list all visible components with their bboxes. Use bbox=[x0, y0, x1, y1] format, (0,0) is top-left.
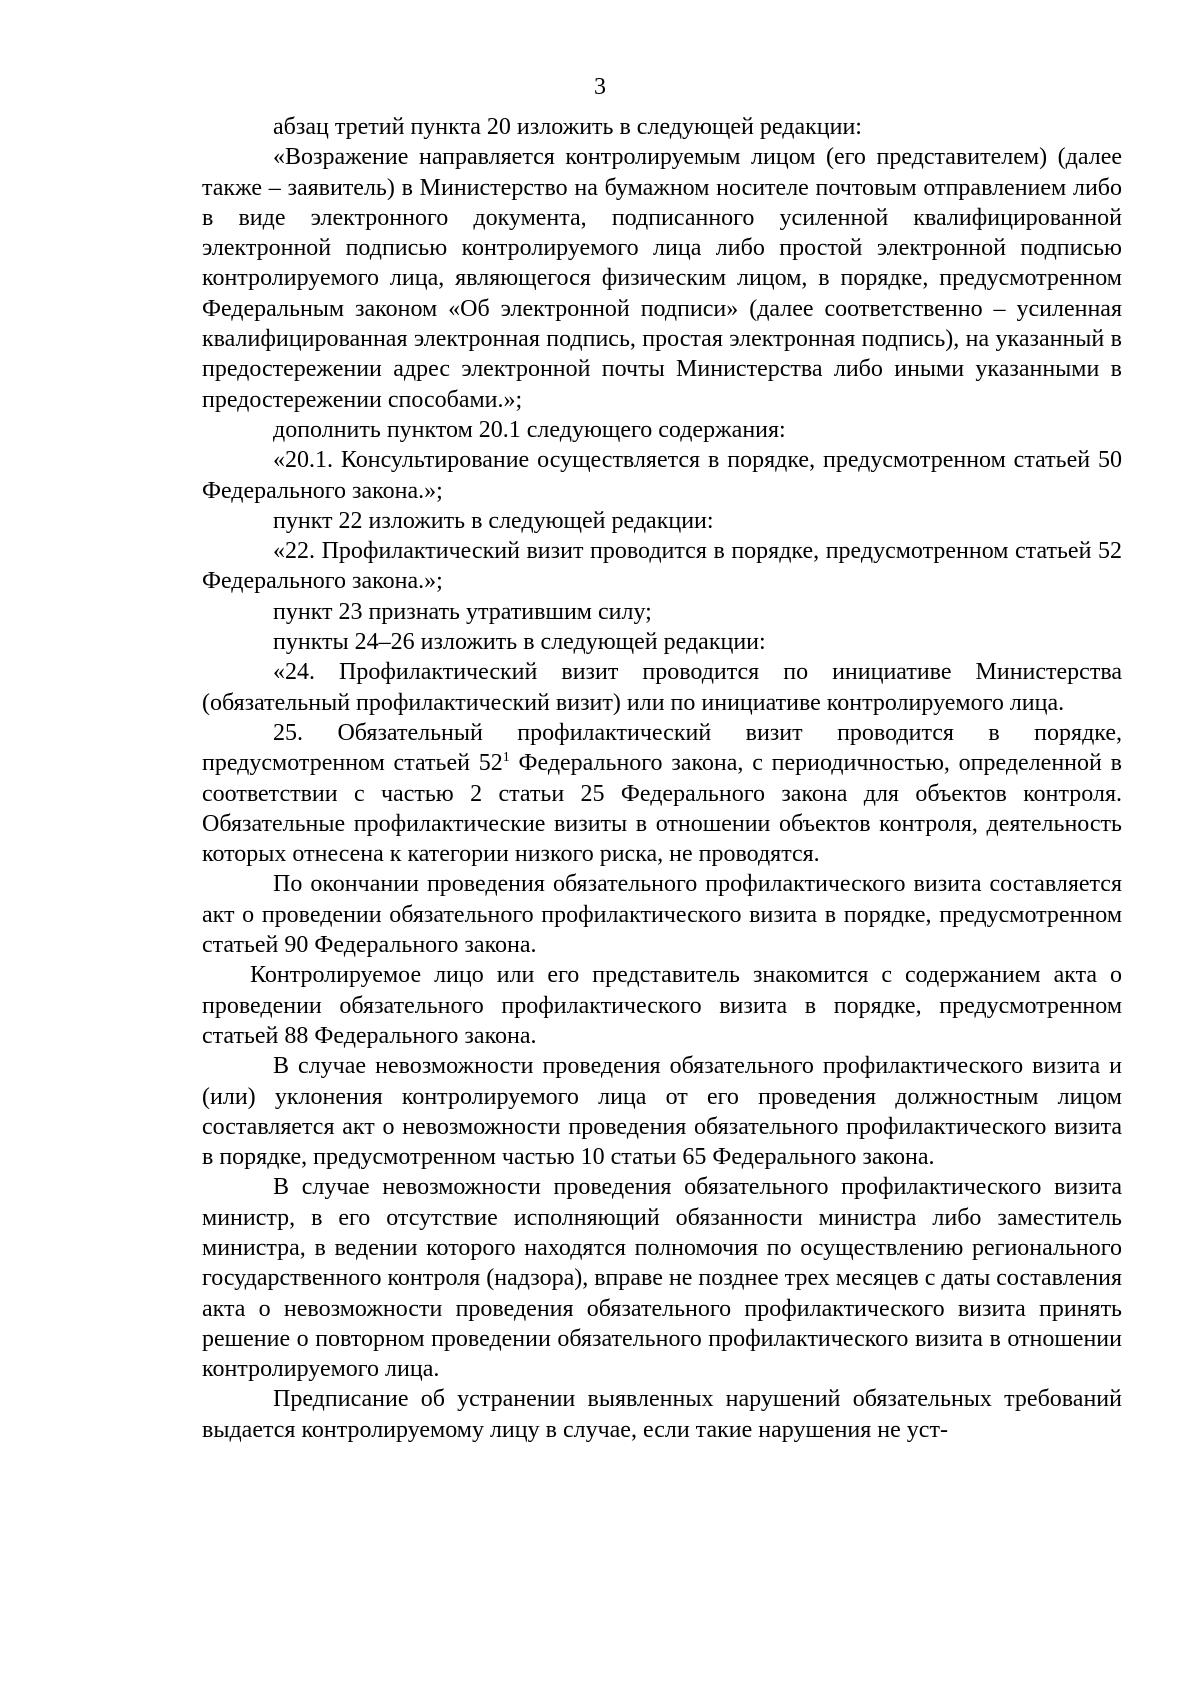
paragraph-25 bbox=[202, 718, 1122, 869]
paragraph: пункты 24–26 изложить в следующей редакции: bbox=[273, 629, 766, 656]
paragraph: дополнить пунктом 20.1 следующего содержания: bbox=[273, 416, 786, 443]
paragraph: абзац третий пункта 20 изложить в следующей редакции: bbox=[273, 114, 862, 140]
paragraph: «20.1. Консультирование осуществляется в порядке, предусмотренном статьей 50 Федерального закона.»; bbox=[202, 447, 1122, 504]
paragraph: «22. Профилактический визит проводится в порядке, предусмотренном статьей 52 Федерального закона.»; bbox=[202, 538, 1122, 595]
paragraph: «Возражение направляется контролируемым лицом (его представителем) (далее также – заявитель) в Министерство на бумажном носителе почтовым отправлением либо в виде электронного документа, подписанного усиленной квалифицированной электронной подписью контролируемого лица либо простой электронной подписью контролируемого лица, являющегося физическим лицом, в порядке, предусмотренном Федеральным законом «Об электронной подписи» (далее соответственно – усиленная квалифицированная электронная подпись, простая электронная подпись), на указанный в предостережении адрес электронной почты Министерства либо иными указанными в предостережении способами.»; bbox=[202, 144, 1122, 413]
paragraph-25-before: 25. Обязательный профилактический визит проводится в порядке, предусмотренном статьей 52 bbox=[202, 719, 1122, 777]
page-number: 3 bbox=[594, 74, 606, 100]
paragraph: Контролируемое лицо или его представитель знакомится с содержанием акта о проведении обязательного профилактического визита в порядке, предусмотренном статьей 88 Федерального закона. bbox=[202, 962, 1122, 1049]
paragraph: В случае невозможности проведения обязательного профилактического визита министр, в его отсутствие исполняющий обязанности министра либо заместитель министра, в ведении которого находятся полномочия по осуществлению регионального государственного контроля (надзора), вправе не позднее трех месяцев с даты составления акта о невозможности проведения обязательного профилактического визита принять решение о повторном проведении обязательного профилактического визита в отношении контролируемого лица. bbox=[202, 1174, 1122, 1383]
document-body bbox=[202, 112, 1122, 1445]
paragraph: Предписание об устранении выявленных нарушений обязательных требований выдается контролируемому лицу в случае, если такие нарушения не уст- bbox=[202, 1386, 1122, 1443]
paragraph: «24. Профилактический визит проводится по инициативе Министерства (обязательный профилактический визит) или по инициативе контролируемого лица. bbox=[202, 659, 1122, 716]
paragraph: пункт 22 изложить в следующей редакции: bbox=[273, 507, 714, 534]
superscript: 1 bbox=[502, 750, 510, 766]
paragraph: По окончании проведения обязательного профилактического визита составляется акт о проведении обязательного профилактического визита в порядке, предусмотренном статьей 90 Федерального закона. bbox=[202, 871, 1122, 959]
paragraph-25-after: Федерального закона, с периодичностью, определенной в соответствии с частью 2 статьи 25 Федерального закона для объектов контроля. Обязательные профилактические визиты в отношении объектов контроля, деятельность которых отнесена к категории низкого риска, не проводятся. bbox=[202, 750, 1122, 868]
paragraph: В случае невозможности проведения обязательного профилактического визита и (или) уклонения контролируемого лица от его проведения должностным лицом составляется акт о невозможности проведения обязательного профилактического визита в порядке, предусмотренном частью 10 статьи 65 Федерального закона. bbox=[202, 1053, 1122, 1171]
paragraph: пункт 23 признать утратившим силу; bbox=[273, 598, 652, 625]
